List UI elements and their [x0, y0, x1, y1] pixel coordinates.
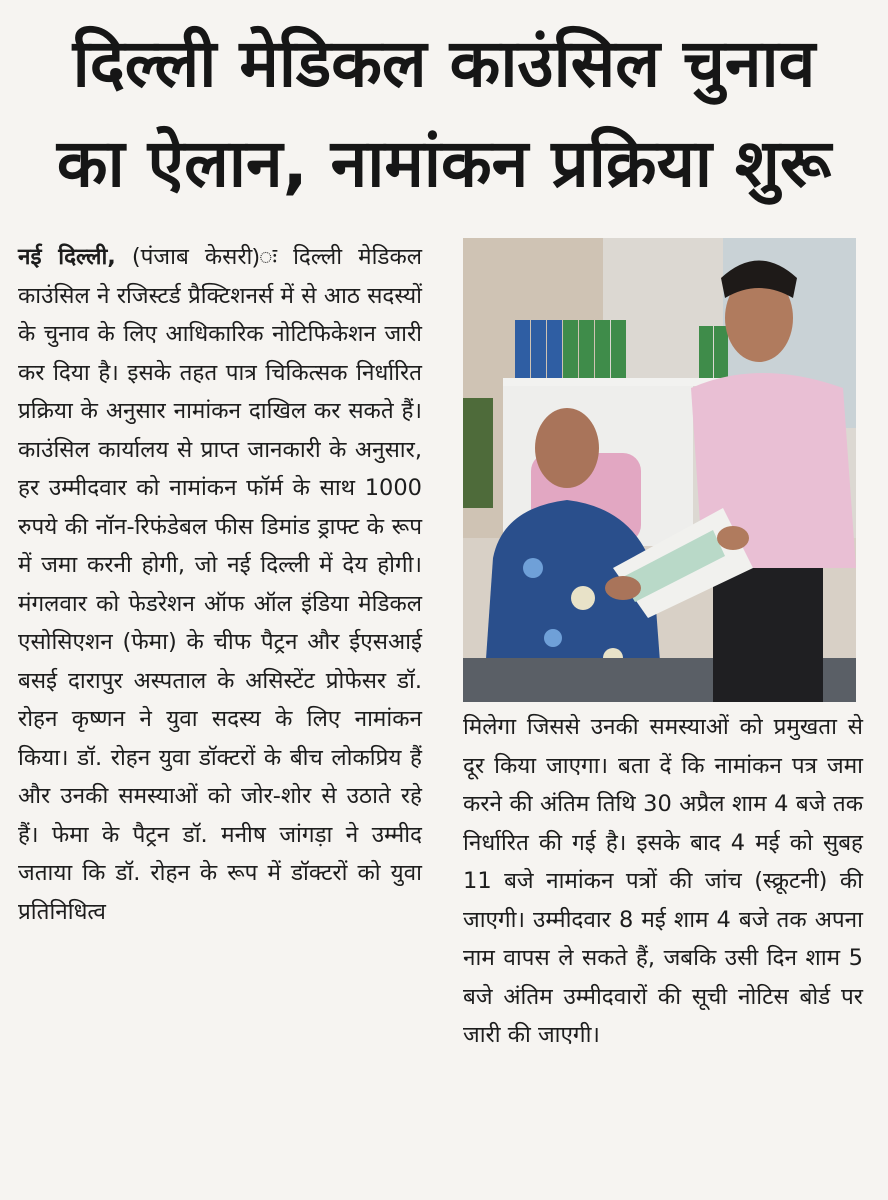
news-photo — [463, 238, 856, 702]
article-column-right — [463, 708, 863, 1055]
headline-line-1: दिल्ली मेडिकल काउंसिल चुनाव — [72, 25, 816, 102]
article-body-right: मिलेगा जिससे उनकी समस्याओं को प्रमुखता से दूर किया जाएगा। बता दें कि नामांकन पत्र जमा करने की अंतिम तिथि 30 अप्रैल शाम 4 बजे तक निर्धारित की गई है। इसके बाद 4 मई को सुबह 11 बजे नामांकन पत्रों की जांच (स्क्रूटनी) की जाएगी। उम्मीदवार 8 मई शाम 4 बजे तक अपना नाम वापस ले सकते हैं, जबकि उसी दिन शाम 5 बजे अंतिम उम्मीदवारों की सूची नोटिस बोर्ड पर जारी की जाएगी। — [463, 714, 863, 1048]
article-paragraph-left — [18, 238, 422, 931]
article-body-left: दिल्ली मेडिकल काउंसिल ने रजिस्टर्ड प्रैक्टिशनर्स में से आठ सदस्यों के चुनाव के लिए आधिकारिक नोटिफिकेशन जारी कर दिया है। इसके तहत पात्र चिकित्सक निर्धारित प्रक्रिया के अनुसार नामांकन दाखिल कर सकते हैं। काउंसिल कार्यालय से प्राप्त जानकारी के अनुसार, हर उम्मीदवार को नामांकन फॉर्म के साथ 1000 रुपये की नॉन-रिफंडेबल फीस डिमांड ड्राफ्ट के रूप में जमा करनी होगी, जो नई दिल्ली में देय होगी। मंगलवार को फेडरेशन ऑफ ऑल इंडिया मेडिकल एसोसिएशन (फेमा) के चीफ पैट्रन और ईएसआई बसई दारापुर अस्पताल के असिस्टेंट प्रोफेसर डॉ. रोहन कृष्णन ने युवा सदस्य के लिए नामांकन किया। डॉ. रोहन युवा डॉक्टरों के बीच लोकप्रिय हैं और उनकी समस्याओं को जोर-शोर से उठाते रहे हैं। फेमा के पैट्रन डॉ. मनीष जांगड़ा ने उम्मीद जताया कि डॉ. रोहन के रूप में डॉक्टरों को युवा प्रतिनिधित्व — [18, 244, 423, 925]
dateline: नई दिल्ली, — [18, 244, 116, 270]
headline-line-2: का ऐलान, नामांकन प्रक्रिया शुरू — [56, 125, 832, 202]
news-source: (पंजाब केसरी)ः — [115, 244, 294, 270]
headline — [18, 14, 870, 214]
article-column-left — [18, 238, 422, 931]
